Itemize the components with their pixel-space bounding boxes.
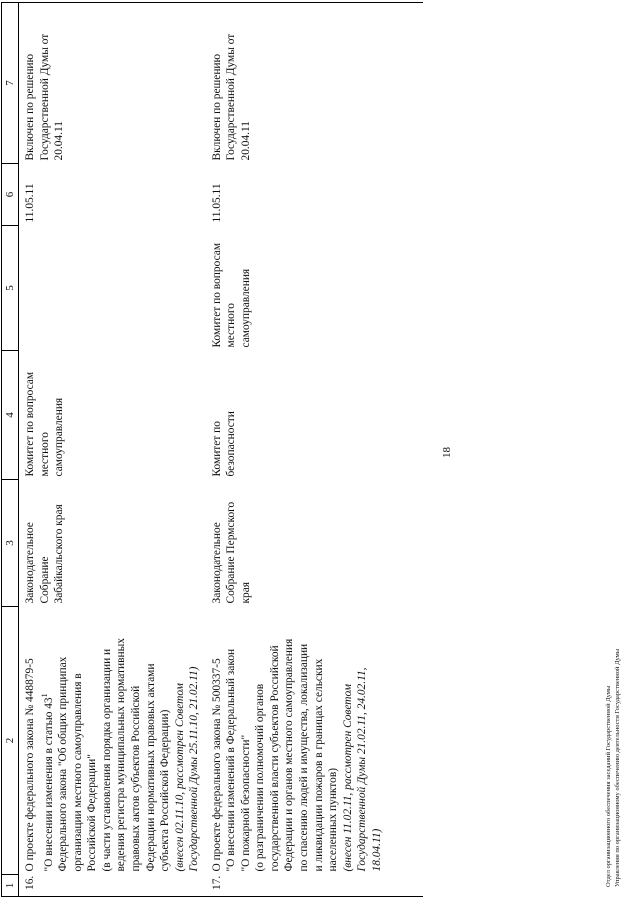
- bill-desc-line: Федерации и органов местного самоуправления: [283, 638, 296, 872]
- bill-note-line: (внесен 11.02.11, рассмотрен Советом: [341, 683, 354, 872]
- date-cell: 11.05.11: [210, 183, 223, 223]
- table-row: [209, 3, 424, 897]
- column-header: 5: [2, 226, 19, 351]
- column-header: 7: [2, 3, 19, 164]
- co-committee-cell: [19, 226, 209, 351]
- column-header: 1: [2, 875, 19, 897]
- initiator-cell: Законодательное Собрание Пермского края: [210, 501, 252, 604]
- bills-table: [1, 2, 423, 897]
- committee-cell: Комитет по безопасности: [210, 411, 238, 477]
- row-number: 17.: [209, 875, 424, 897]
- initiator-cell: Законодательное Собрание Забайкальского края: [24, 504, 66, 604]
- column-header: 6: [2, 164, 19, 226]
- bill-title-line: организации местного самоуправления в: [71, 673, 84, 872]
- bill-title-line: "О внесении изменений в Федеральный закон: [225, 648, 238, 872]
- bill-title-line: "О внесении изменения в статью $43^1$: [39, 693, 55, 872]
- co-committee-cell: Комитет по вопросам местного самоуправления: [210, 242, 252, 348]
- page-number: 18: [441, 447, 453, 458]
- bill-project-line: О проекте федерального закона № 448879-5: [24, 658, 36, 872]
- bill-title-line: Российской Федерации": [86, 754, 99, 872]
- bill-desc-line: ведения регистра муниципальных нормативных: [115, 638, 128, 872]
- bill-description: [19, 607, 209, 875]
- footer-department: Отдел организационного обеспечения заседаний Государственной Думы: [605, 685, 612, 887]
- bill-note-line: Государственной Думы 21.02.11, 24.02.11,: [356, 667, 369, 872]
- status-cell: Включен по решению Государственной Думы от 20.04.11: [209, 3, 424, 164]
- bill-note-line: Государственной Думы 25.11.10, 21.02.11): [188, 666, 201, 872]
- table-row: [19, 3, 209, 897]
- bill-note-line: 18.04.11): [371, 828, 384, 872]
- bill-desc-line: (о разграничении полномочий органов: [254, 683, 267, 872]
- bill-note-line: (внесен 02.11.10, рассмотрен Советом: [173, 683, 186, 872]
- bill-desc-line: (в части установления порядка организации и: [100, 648, 113, 872]
- status-cell: Включен по решению Государственной Думы от 20.04.11: [19, 3, 209, 164]
- committee-cell: Комитет по вопросам местного самоуправления: [24, 371, 66, 477]
- bill-description: [209, 607, 424, 875]
- bill-desc-line: по спасению людей и имущества, локализации: [298, 643, 311, 872]
- bill-desc-line: правовых актов субъектов Российской: [129, 685, 142, 872]
- table-header-row: [2, 3, 19, 897]
- footnote-mark: 1: [39, 693, 49, 698]
- column-header: 3: [2, 480, 19, 607]
- date-cell: 11.05.11: [24, 183, 36, 223]
- bill-desc-line: и ликвидации пожаров в границах сельских: [312, 658, 325, 872]
- bill-desc-line: субъекта Российской Федерации): [159, 709, 172, 872]
- row-number: 16.: [19, 875, 209, 897]
- footer-directorate: Управления по организационному обеспечению деятельности Государственной Думы: [614, 648, 621, 887]
- column-header: 2: [2, 607, 19, 875]
- bill-title-line: Федерального закона "Об общих принципах: [56, 656, 69, 872]
- bill-project-line: О проекте федерального закона № 500337-5: [210, 658, 223, 872]
- bill-desc-line: Федерации нормативных правовых актами: [144, 663, 157, 872]
- bill-title-line: "О пожарной безопасности": [239, 734, 252, 872]
- column-header: 4: [2, 351, 19, 480]
- bill-desc-line: государственной власти субъектов Российской: [268, 645, 281, 872]
- bill-desc-line: населенных пунктов): [327, 768, 340, 872]
